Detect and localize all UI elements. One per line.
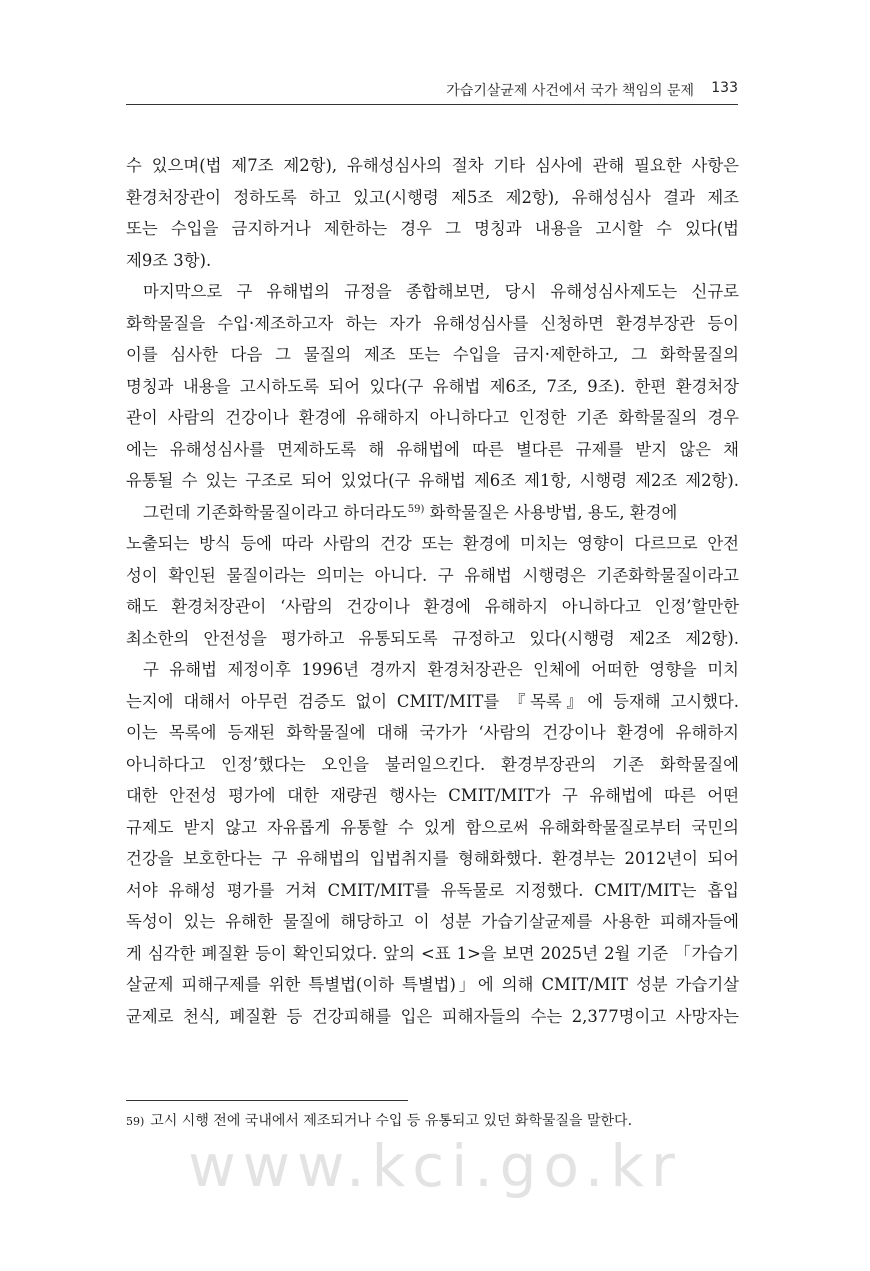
body-line: 관이 사람의 건강이나 환경에 유해하지 아니하다고 인정한 기존 화학물질의 경우	[126, 408, 739, 427]
body-line: 균제로 천식, 폐질환 등 건강피해를 입은 피해자들의 수는 2,377명이고 사망자는	[126, 1006, 739, 1026]
footnote-rule	[126, 1100, 408, 1101]
body-line: 유통될 수 있는 구조로 되어 있었다(구 유해법 제6조 제1항, 시행령 제2조 제2항).	[126, 471, 739, 490]
body-line	[126, 497, 739, 529]
body-line: 게 심각한 폐질환 등이 확인되었다. 앞의 <표 1>을 보면 2025년 2월 기준 「가습기	[126, 943, 739, 963]
body-line: 아니하다고 인정’했다는 오인을 불러일으킨다. 환경부장관의 기존 화학물질에	[126, 754, 739, 774]
body-line: 최소한의 안전성을 평가하고 유통되도록 규정하고 있다(시행령 제2조 제2항).	[126, 628, 739, 648]
body-line: 성이 확인된 물질이라는 의미는 아니다. 구 유해법 시행령은 기존화학물질이라고	[126, 565, 739, 585]
body-line: 명칭과 내용을 고시하도록 되어 있다(구 유해법 제6조, 7조, 9조). 한편 환경처장	[126, 376, 739, 396]
body-line: 해도 환경처장관이 ‘사람의 건강이나 환경에 유해하지 아니하다고 인정’할만한	[126, 597, 739, 616]
body-line: 노출되는 방식 등에 따라 사람의 건강 또는 환경에 미치는 영향이 다르므로 안전	[126, 534, 739, 553]
body-line: 수 있으며(법 제7조 제2항), 유해성심사의 절차 기타 심사에 관해 필요한 사항은	[126, 156, 739, 175]
body-line: 화학물질을 수입·제조하고자 하는 자가 유해성심사를 신청하면 환경부장관 등이	[126, 313, 739, 333]
running-header-title: 가습기살균제 사건에서 국가 책임의 문제	[446, 83, 694, 99]
body-line-part: 그런데 기존화학물질이라고 하더라도	[143, 502, 407, 522]
body-line: 서야 유해성 평가를 거쳐 CMIT/MIT를 유독물로 지정했다. CMIT/MIT는 흡입	[126, 880, 739, 900]
body-line: 살균제 피해구제를 위한 특별법(이하 특별법)」에 의해 CMIT/MIT 성분 가습기살	[126, 975, 739, 994]
body-line: 규제도 받지 않고 자유롭게 유통할 수 있게 함으로써 유해화학물질로부터 국민의	[126, 817, 739, 837]
body-line: 는지에 대해서 아무런 검증도 없이 CMIT/MIT를 『목록』에 등재해 고시했다.	[126, 691, 739, 711]
body-line: 에는 유해성심사를 면제하도록 해 유해법에 따른 별다른 규제를 받지 않은 채	[126, 439, 739, 459]
header-rule	[126, 104, 738, 105]
page-number: 133	[711, 80, 738, 96]
body-line: 제9조 3항).	[126, 250, 212, 270]
footnote-number: 59)	[126, 1115, 145, 1128]
footnote	[126, 1108, 738, 1135]
body-line: 또는 수입을 금지하거나 제한하는 경우 그 명칭과 내용을 고시할 수 있다(법	[126, 219, 739, 238]
body-line: 이는 목록에 등재된 화학물질에 대해 국가가 ‘사람의 건강이나 환경에 유해하지	[126, 723, 739, 742]
body-line: 독성이 있는 유해한 물질에 해당하고 이 성분 가습기살균제를 사용한 피해자들에	[126, 912, 739, 931]
body-line: 대한 안전성 평가에 대한 재량권 행사는 CMIT/MIT가 구 유해법에 따른 어떤	[126, 786, 739, 805]
body-line: 환경처장관이 정하도록 하고 있고(시행령 제5조 제2항), 유해성심사 결과 제조	[126, 187, 739, 207]
footnote-text: 고시 시행 전에 국내에서 제조되거나 수입 등 유통되고 있던 화학물질을 말한다.	[150, 1113, 633, 1129]
body-line: 구 유해법 제정이후 1996년 경까지 환경처장관은 인체에 어떠한 영향을 미치	[143, 660, 739, 679]
watermark: www.kci.go.kr	[188, 1132, 682, 1200]
body-text	[126, 150, 739, 1032]
body-line-part: 화학물질은 사용방법, 용도, 환경에	[424, 502, 678, 522]
running-header	[126, 80, 738, 102]
body-line: 이를 심사한 다음 그 물질의 제조 또는 수입을 금지·제한하고, 그 화학물질의	[126, 345, 739, 364]
body-line: 마지막으로 구 유해법의 규정을 종합해보면, 당시 유해성심사제도는 신규로	[143, 282, 739, 301]
body-line: 건강을 보호한다는 구 유해법의 입법취지를 형해화했다. 환경부는 2012년이 되어	[126, 849, 739, 868]
footnote-reference: 59)	[407, 503, 425, 515]
